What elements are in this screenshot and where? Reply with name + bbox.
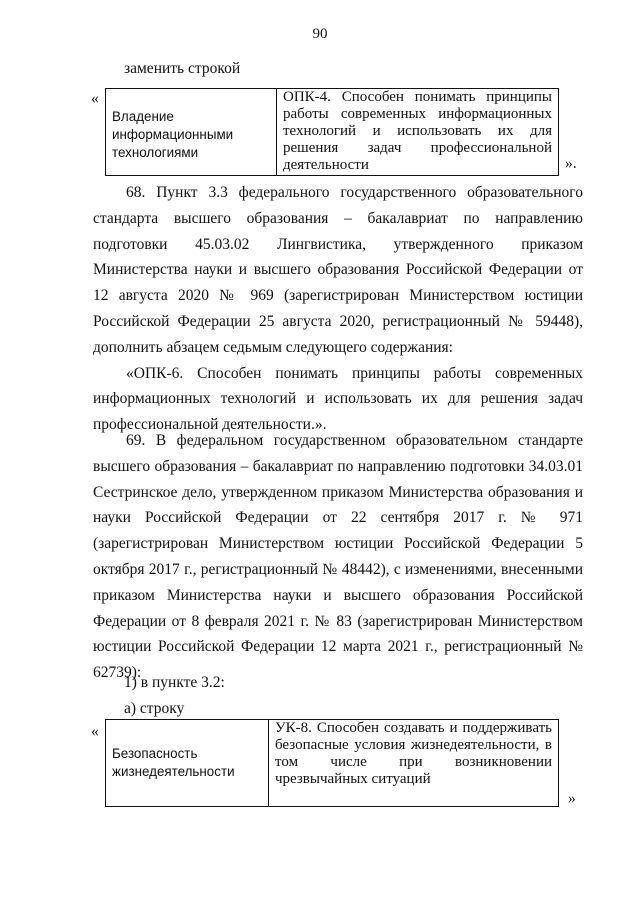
paragraph-69: 69. В федеральном государственном образовательном стандарте высшего образования – бакалавриат по направлению подготовки 34.03.01 Сестринское дело, утвержденном приказом Министерства образования и науки Российской Федерации от 22 сентября 2017 г. № 971 (зарегистрирован Министерством юстиции Российской Федерации 5 октября 2017 г., регистрационный № 48442), с изменениями, внесенными приказом Министерства науки и высшего образования Российской Федерации от 8 февраля 2021 г. № 83 (зарегистрирован Министерством юстиции Российской Федерации 12 марта 2021 г., регистрационный № 62739):	[93, 432, 583, 682]
page-number: 90	[312, 26, 328, 42]
table1-right-cell	[277, 89, 559, 176]
table1-left-cell	[106, 89, 277, 176]
quote-close-1: ».	[565, 155, 577, 172]
quote-close-2: »	[568, 790, 576, 807]
quote-open-1: «	[91, 90, 99, 107]
item-a: а) строку	[124, 700, 185, 717]
table2-right-cell	[269, 720, 559, 807]
paragraph-68: 68. Пункт 3.3 федерального государственного образовательного стандарта высшего образования – бакалавриат по направлению подготовки 45.03.02 Лингвистика, утвержденного приказом Министерства науки и высшего образования Российской Федерации от 12 августа 2020 № 969 (зарегистрирован Министерством юстиции Российской Федерации 25 августа 2020, регистрационный № 59448), дополнить абзацем седьмым следующего содержания:	[93, 184, 583, 356]
table1-left-text: Владение информационными технологиями	[112, 109, 234, 160]
paragraph-69-block	[93, 428, 583, 686]
quote-open-2: «	[91, 723, 99, 740]
replace-line: заменить строкой	[124, 60, 241, 77]
table2-left-text: Безопасность жизнедеятельности	[112, 746, 235, 779]
paragraph-68-block	[93, 180, 583, 438]
competency-table-2	[105, 719, 559, 807]
item-1: 1) в пункте 3.2:	[124, 674, 225, 691]
table1-right-text: ОПК-4. Способен понимать принципы работы современных информационных технологий и использовать их для решения задач профессиональной деятельности	[283, 89, 552, 173]
competency-table-1	[105, 88, 559, 176]
table2-right-text: УК-8. Способен создавать и поддерживать безопасные условия жизнедеятельности, в том числе при возникновении чрезвычайных ситуаций	[275, 720, 552, 787]
table2-left-cell	[106, 720, 269, 807]
paragraph-68-quote: «ОПК-6. Способен понимать принципы работы современных информационных технологий и использовать их для решения задач профессиональной деятельности.».	[93, 364, 583, 434]
